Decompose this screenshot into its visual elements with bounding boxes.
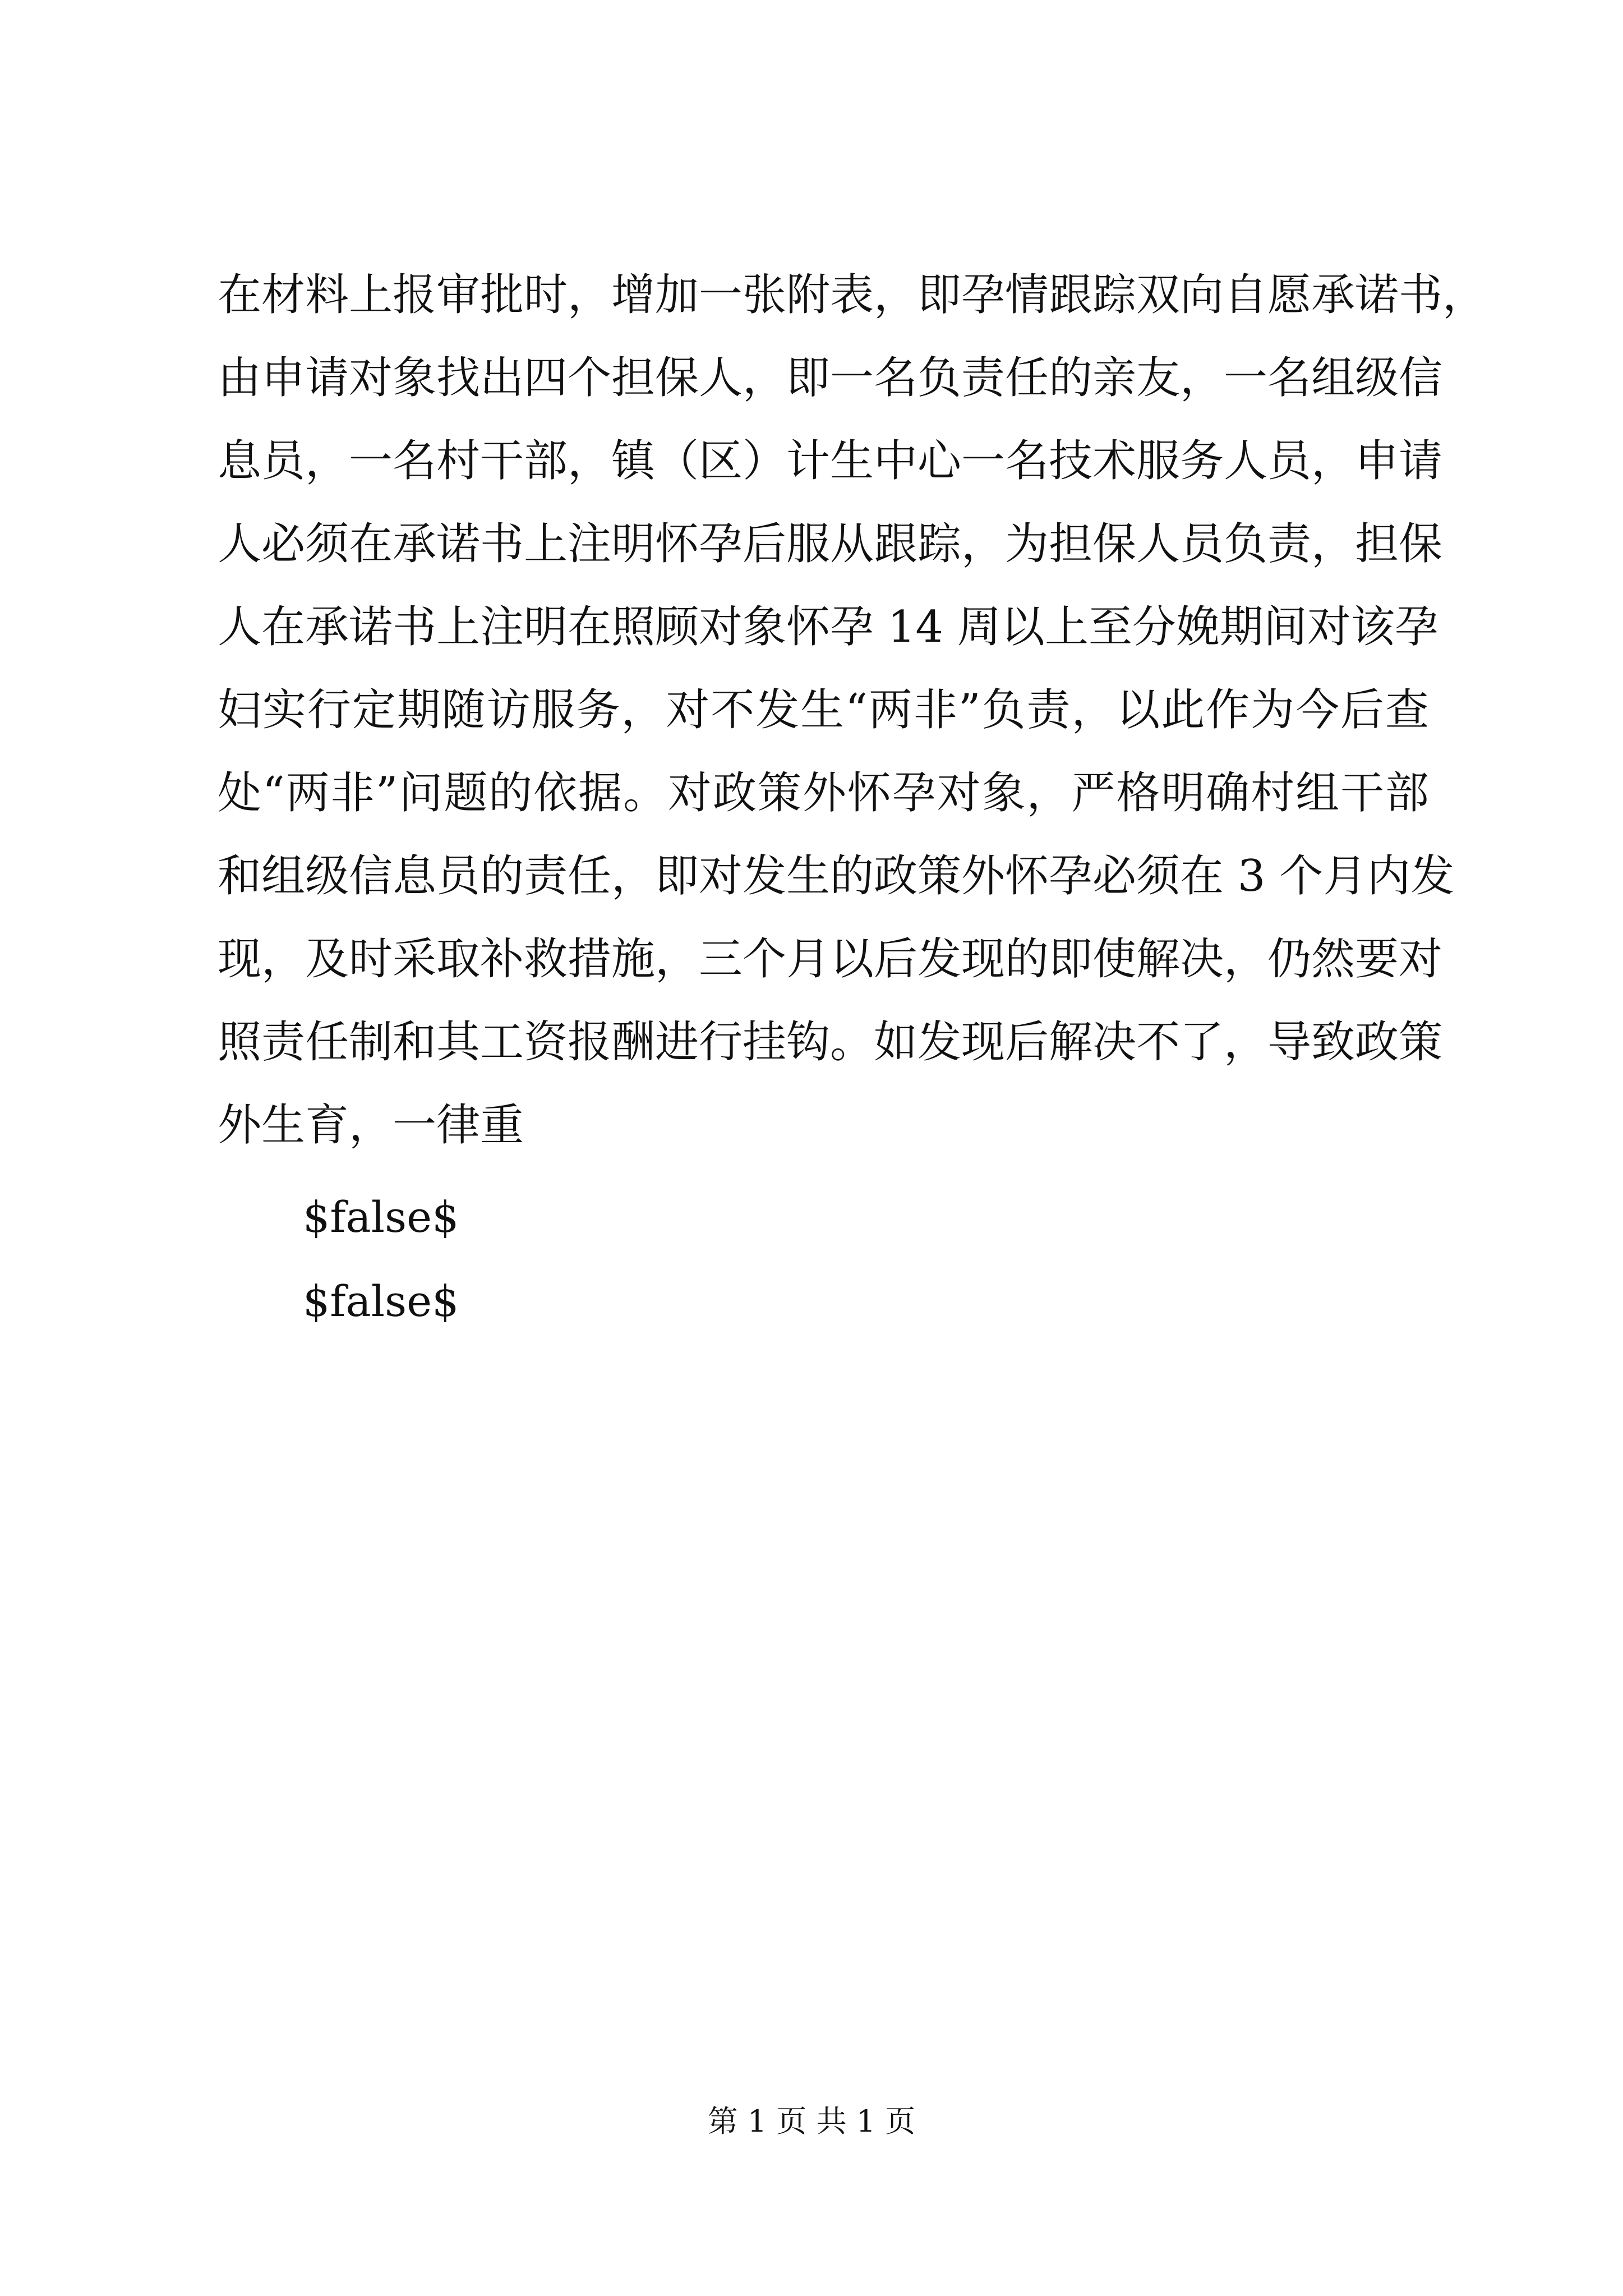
paragraph-line: 妇实行定期随访服务，对不发生“两非”负责，以此作为今后查 bbox=[218, 685, 1429, 735]
paragraph-line: 现，及时采取补救措施，三个月以后发现的即使解决，仍然要对 bbox=[218, 934, 1443, 984]
paragraph-line: 息员，一名村干部，镇（区）计生中心一名技术服务人员，申请 bbox=[218, 436, 1443, 486]
page-footer: 第 1 页 共 1 页 bbox=[707, 2104, 916, 2139]
body-paragraph bbox=[218, 254, 1487, 1167]
paragraph-line: 和组级信息员的责任，即对发生的政策外怀孕必须在 3 个月内发 bbox=[218, 851, 1455, 901]
placeholder-text: $false$ bbox=[303, 1192, 459, 1242]
paragraph-line: 人必须在承诺书上注明怀孕后服从跟踪，为担保人员负责，担保 bbox=[218, 519, 1443, 569]
paragraph-line: 由申请对象找出四个担保人，即一名负责任的亲友，一名组级信 bbox=[218, 353, 1443, 403]
paragraph-line: 在材料上报审批时，增加一张附表，即孕情跟踪双向自愿承诺书， bbox=[218, 270, 1487, 320]
paragraph-line: 人在承诺书上注明在照顾对象怀孕 14 周以上至分娩期间对该孕 bbox=[218, 602, 1438, 652]
paragraph-line: 处“两非”问题的依据。对政策外怀孕对象，严格明确村组干部 bbox=[218, 768, 1429, 818]
placeholder-text: $false$ bbox=[303, 1276, 459, 1326]
paragraph-line: 照责任制和其工资报酬进行挂钩。如发现后解决不了，导致政策 bbox=[218, 1017, 1443, 1068]
paragraph-line: 外生育，一律重 bbox=[218, 1100, 524, 1151]
